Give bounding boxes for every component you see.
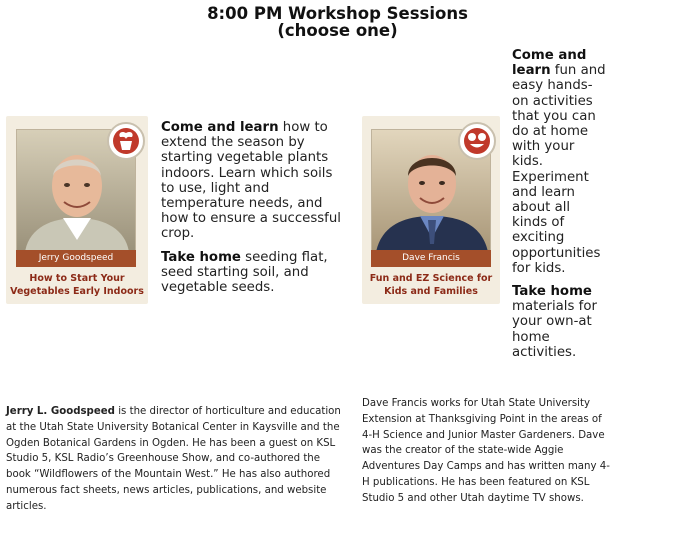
- seedling-pot-icon: [107, 122, 145, 160]
- page-title-block: [0, 5, 675, 39]
- science-flask-icon: [458, 122, 496, 160]
- presenter-bio-francis: Dave Francis works for Utah State University Extension at Thanksgiving Point in the areas of 4-H Science and Junior Master Gardeners. Dave was the creator of the state-wide Aggie Adventures Day Camps and has written many 4-H publications. He has been featured on KSL Studio 5 and other Utah daytime TV shows.: [362, 398, 610, 504]
- page-title: 8:00 PM Workshop Sessions: [207, 4, 468, 23]
- session-card-goodspeed: [6, 116, 148, 304]
- presenter-bio-goodspeed: Jerry L. Goodspeed is the director of horticulture and education at the Utah State University Botanical Center in Kaysville and the Ogden Botanical Gardens in Ogden. He has been a guest on KSL Studio 5, KSL Radio’s Greenhouse Show, and co-authored the book “Wildflowers of the Mountain West.” He has also authored numerous fact sheets, news articles, publications, and website articles.: [6, 406, 341, 512]
- session-description-francis: Come and learn fun and easy hands-on activities that you can do at home with your kids. Experiment and learn about all kinds of exciting opportunities for kids. Take home materials for your own-at home activities.: [512, 48, 606, 360]
- session-card-francis: [362, 116, 500, 304]
- presenter-name-goodspeed: Jerry Goodspeed: [16, 250, 136, 267]
- page-subtitle: (choose one): [277, 21, 398, 40]
- session-description-goodspeed: Come and learn how to extend the season by starting vegetable plants indoors. Learn which soils to use, light and temperature needs, and how to ensure a successful crop. Take home seeding flat, seed starting soil, and vegetable seeds.: [161, 120, 341, 296]
- session-title-goodspeed: How to Start Your Vegetables Early Indoors: [10, 273, 144, 297]
- presenter-name-francis: Dave Francis: [371, 250, 491, 267]
- session-title-francis: Fun and EZ Science for Kids and Families: [369, 273, 493, 297]
